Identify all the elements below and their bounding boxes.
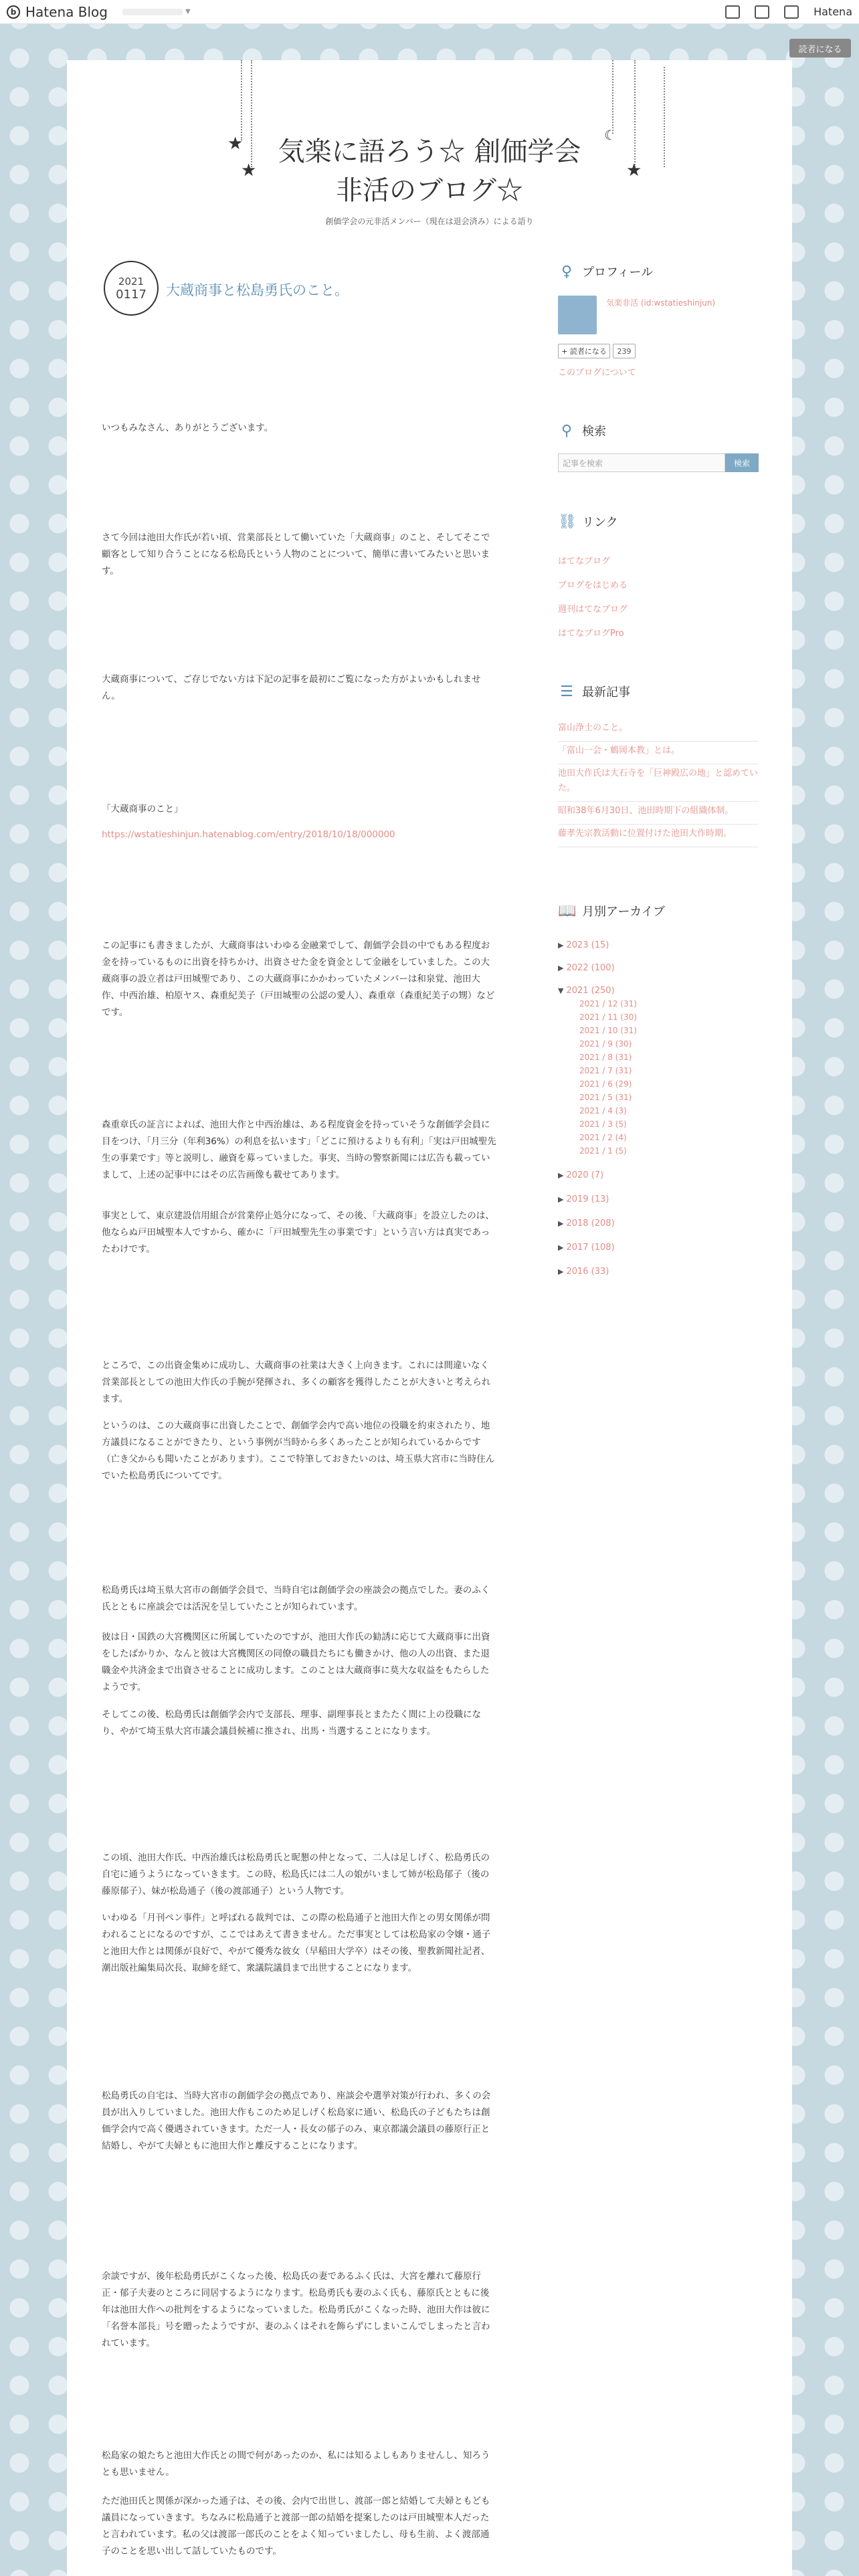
chevron-right-icon: ▶ [558,964,564,972]
recent-heading [558,681,759,702]
sidebar-link[interactable]: 週刊はてなブログ [558,605,628,615]
search-input[interactable]: 記事を検索 [558,453,725,472]
archive-year[interactable] [558,1267,609,1277]
archive-month[interactable]: 2021 / 5 (31) [579,1093,632,1102]
archive-month[interactable]: 2021 / 7 (31) [579,1066,632,1075]
link-icon: ⛓ [558,513,577,530]
menu-icon[interactable] [784,5,799,19]
archive-month[interactable]: 2021 / 10 (31) [579,1026,637,1035]
search-button[interactable]: 検索 [725,453,759,472]
archive-year[interactable] [558,963,615,973]
entry-paragraph: 松島勇氏は埼玉県大宮市の創価学会員で、当時自宅は創価学会の座談会の拠点でした。妻のふく氏とともに座談会では活況を呈していたことが知られています。 [102,1585,490,1612]
chevron-down-icon[interactable]: ▼ [185,8,191,15]
search-icon: ⚲ [561,422,573,439]
hatena-blog-logo[interactable] [7,4,108,20]
subscribe-button[interactable]: 読者になる [789,39,851,58]
chevron-down-icon: ▼ [558,986,564,995]
archive-year-label: 2019 (13) [566,1194,609,1204]
blog-panel [67,60,792,2576]
profile-icon: ♀ [561,263,573,280]
sidebar-link[interactable]: ブログをはじめる [558,580,628,591]
sidebar-link[interactable]: はてなブログ [558,556,611,566]
entry-link[interactable]: https://wstatieshinjun.hatenablog.com/entry/2018/10/18/000000 [102,829,395,840]
archive-month[interactable]: 2021 / 3 (5) [579,1119,627,1129]
archive-year[interactable] [558,986,615,996]
profile-name-link[interactable]: 気楽非活 (id:wstatieshinjun) [606,298,716,308]
entry-paragraph: いつもみなさん、ありがとうございます。 [102,423,274,433]
archive-year[interactable] [558,1170,603,1180]
entry-paragraph: さて今回は池田大作氏が若い頃、営業部長として働いていた「大蔵商事」のこと、そしてそこで顧客として知り合うことになる松島氏という人物のことについて、簡単に書いてみたいと思います。 [102,532,490,576]
hatena-top-bar [0,0,859,24]
about-blog-link[interactable]: このブログについて [558,368,636,378]
edit-icon[interactable] [725,5,740,19]
archive-year-label: 2018 (208) [566,1218,615,1228]
entry-paragraph: 松島勇氏の自宅は、当時大宮市の創価学会の拠点であり、座談会や選挙対策が行われ、多くの会員が出入りしていました。池田大作もこのため足しげく松島家に通い、松島氏の子どもたちは創価学会内で高く優遇されていきます。ただ一人・長女の郁子のみ、東京都議会議員の藤原行正と結婚し、やがて夫婦ともに池田大作と離反することになります。 [102,2090,491,2151]
star-icon: ★ [241,160,257,181]
entry-paragraph: 森重章氏の証言によれば、池田大作と中西治雄は、ある程度資金を持っていそうな創価学会員に目をつけ、「月三分（年利36%）の利息を払います」「どこに預けるよりも有利」「実は戸田城聖先生の事業です」等と説明し、融資を募っていました。事実、当時の警察新聞には広告も載っていまして、上述の記事中にはその広告画像も載せてあります。 [102,1119,496,1180]
hanging-chain-decoration [241,60,242,140]
chevron-right-icon: ▶ [558,1243,564,1252]
entry-paragraph: 彼は日・国鉄の大宮機関区に所属していたのですが、池田大作氏の勧誘に応じて大蔵商事に出資をしたばかりか、なんと彼は大宮機関区の同僚の職員たちにも働きかけ、他の人の出資、また退職金や共済金まで出資させることに成功します。このことは大蔵商事に莫大な収益をもたらしたようです。 [102,1632,490,1693]
entry-paragraph: 事実として、東京建設信用組合が営業停止処分になって、その後、「大蔵商事」を設立したのは、他ならぬ戸田城聖本人ですから、確かに「戸田城聖先生の事業です」という言い方は真実であったわけです。 [102,1210,494,1255]
subscribe-small-button[interactable]: + 読者になる [558,344,610,358]
chevron-right-icon: ▶ [558,1171,564,1180]
recent-entry-link[interactable]: 富山浄土のこと。 [558,721,759,742]
archive-year[interactable] [558,1243,615,1253]
recent-entry-link[interactable]: 昭和38年6月30日、池田時期下の組織体制。 [558,804,759,825]
search-heading [558,420,759,441]
archive-year[interactable] [558,1218,615,1228]
archive-month[interactable]: 2021 / 11 (30) [579,1012,637,1022]
entry-paragraph: 余談ですが、後年松島勇氏がこくなった後、松島氏の妻であるふく氏は、大宮を離れて藤原行正・郁子夫妻のところに同居するようになります。松島勇氏も妻のふく氏も、藤原氏とともに後年は池田大作への批判をするようになっていました。松島勇氏がこくなった時、池田大作は彼に「名誉本部長」号を贈ったようですが、妻のふくはそれを飾らずにしまいこんでしまったと言われています。 [102,2271,490,2349]
star-icon: ★ [626,160,642,181]
entry-paragraph: この頃、池田大作氏、中西治雄氏は松島勇氏と昵懇の仲となって、二人は足しげく、松島勇氏の自宅に通うようになっていきます。この時、松島氏には二人の娘がいまして姉が松島郁子（後の藤原郁子）、妹が松島通子（後の渡部通子）という人物です。 [102,1852,490,1897]
entry-paragraph: そしてこの後、松島勇氏は創価学会内で支部長、理事、副理事長とまたたく間に上の役職になり、やがて埼玉県大宮市議会議員候補に推され、出馬・当選することになります。 [102,1709,481,1737]
entry-title[interactable]: 大蔵商事と松島勇氏のこと。 [166,282,349,298]
archive-title: 月別アーカイブ [582,905,666,919]
hanging-chain-decoration [612,60,613,134]
links-title: リンク [582,516,618,530]
chevron-right-icon: ▶ [558,1267,564,1276]
entry-date-year: 2021 [118,276,145,288]
entry-paragraph: 大蔵商事について、ご存じでない方は下記の記事を最初にご覧になった方がよいかもしれません。 [102,674,481,702]
chevron-right-icon: ▶ [558,1219,564,1228]
star-icon: ★ [227,134,244,154]
archive-year-label: 2017 (108) [566,1243,615,1253]
profile-heading [558,261,759,282]
archive-month[interactable]: 2021 / 4 (3) [579,1106,627,1115]
links-heading [558,511,759,532]
recent-entry-link[interactable]: 「富山一会・鶴岡本教」とは。 [558,744,759,764]
hatena-logo-mark: b [7,5,20,19]
archive-year-label: 2023 (15) [566,940,609,950]
archive-year[interactable] [558,940,609,950]
archive-year-label: 2020 (7) [566,1170,604,1180]
blog-title-line1: 気楽に語ろう☆ 創価学会 [278,136,581,167]
global-search-field[interactable] [122,9,183,15]
entry-paragraph: 「大蔵商事のこと」 [102,804,183,815]
archive-month[interactable]: 2021 / 12 (31) [579,999,637,1008]
subscriber-count[interactable]: 239 [613,344,636,358]
blog-title[interactable] [67,132,792,210]
notification-icon[interactable] [755,5,769,19]
archive-month[interactable]: 2021 / 2 (4) [579,1133,627,1142]
archive-month[interactable]: 2021 / 1 (5) [579,1146,627,1156]
blog-description: 創価学会の元非活メンバー（現在は退会済み）による語り [325,217,534,226]
archive-month[interactable]: 2021 / 8 (31) [579,1053,632,1062]
avatar[interactable] [558,296,597,334]
hatena-right-logo[interactable]: Hatena [814,5,852,18]
entry-paragraph: 松島家の娘たちと池田大作氏との間で何があったのか、私には知るよしもありませんし、知ろうとも思いません。 [102,2450,490,2478]
archive-year-label: 2021 (250) [566,986,615,996]
archive-year[interactable] [558,1194,609,1204]
archive-year-label: 2016 (33) [566,1267,609,1277]
profile-title: プロフィール [582,265,654,280]
chevron-right-icon: ▶ [558,941,564,950]
archive-month[interactable]: 2021 / 9 (30) [579,1039,632,1049]
recent-title: 最新記事 [582,685,630,700]
entry-paragraph: ただ池田氏と関係が深かった通子は、その後、会内で出世し、渡部一郎と結婚して夫婦ともども議員になっていきます。ちなみに松島通子と渡部一郎の結婚を提案したのは戸田城聖本人だったと言われています。私の父は渡部一郎氏のことをよく知っていましたし、母も生前、よく渡部通子のことを思い出して話していたものです。 [102,2496,490,2557]
moon-icon: ☾ [604,127,616,143]
entry-paragraph: この記事にも書きましたが、大蔵商事はいわゆる金融業でして、創価学会員の中でもある程度お金を持っているものに出資を持ちかけ、出資させた金を資金として金融をしていました。この大蔵商事の設立者は戸田城聖であり、この大蔵商事にかかわっていたメンバーは和泉覚、池田大作、中西治雄、柏原ヤス、森重紀美子（戸田城聖の公認の愛人）、森重章（森重紀美子の甥）などです。 [102,940,495,1018]
archive-year-label: 2022 (100) [566,963,615,973]
archive-month[interactable]: 2021 / 6 (29) [579,1079,632,1089]
entry-paragraph: ところで、この出資金集めに成功し、大蔵商事の社業は大きく上向きます。これには間違いなく営業部長としての池田大作氏の手腕が発揮され、多くの顧客を獲得したことが大きいと考えられます。 [102,1360,491,1404]
entry-date[interactable] [104,261,159,316]
search-title: 検索 [582,425,606,439]
archive-heading [558,900,759,922]
recent-entry-link[interactable]: 池田大作氏は大石寺を「巨神殿広の地」と認めていた。 [558,766,759,802]
blog-title-line2: 非活のブログ☆ [336,175,523,206]
entry-paragraph: いわゆる「月刊ペン事件」と呼ばれる裁判では、この際の松島通子と池田大作との男女関係が問われることになるのですが、ここではあえて書きません。ただ事実としては松島家の令嬢・通子と池田大作とは関係が良好で、やがて優秀な彼女（早稲田大学卒）はその後、聖教新聞社記者、潮出版社編集局次長、取締を経て、衆議院議員まで出世することになります。 [102,1913,491,1973]
list-icon: ☰ [560,683,573,700]
entry-date-monthday: 0117 [116,288,147,302]
recent-entry-link[interactable]: 藤孝先宗教活動に位置付けた池田大作時期。 [558,827,759,847]
entry-paragraph: というのは、この大蔵商事に出資したことで、創価学会内で高い地位の役職を約束されたり、地方議員になることができたり、という事例が当時から多くあったことが知られているからです（亡き父からも聞いたことがあります）。ここで特筆しておきたいのは、埼玉県大宮市に当時住んでいた松島勇氏についてです。 [102,1420,495,1481]
chevron-right-icon: ▶ [558,1195,564,1204]
sidebar-link[interactable]: はてなブログPro [558,629,624,639]
hatena-blog-logo-text: Hatena Blog [25,3,108,20]
book-icon: 📖 [558,902,577,920]
